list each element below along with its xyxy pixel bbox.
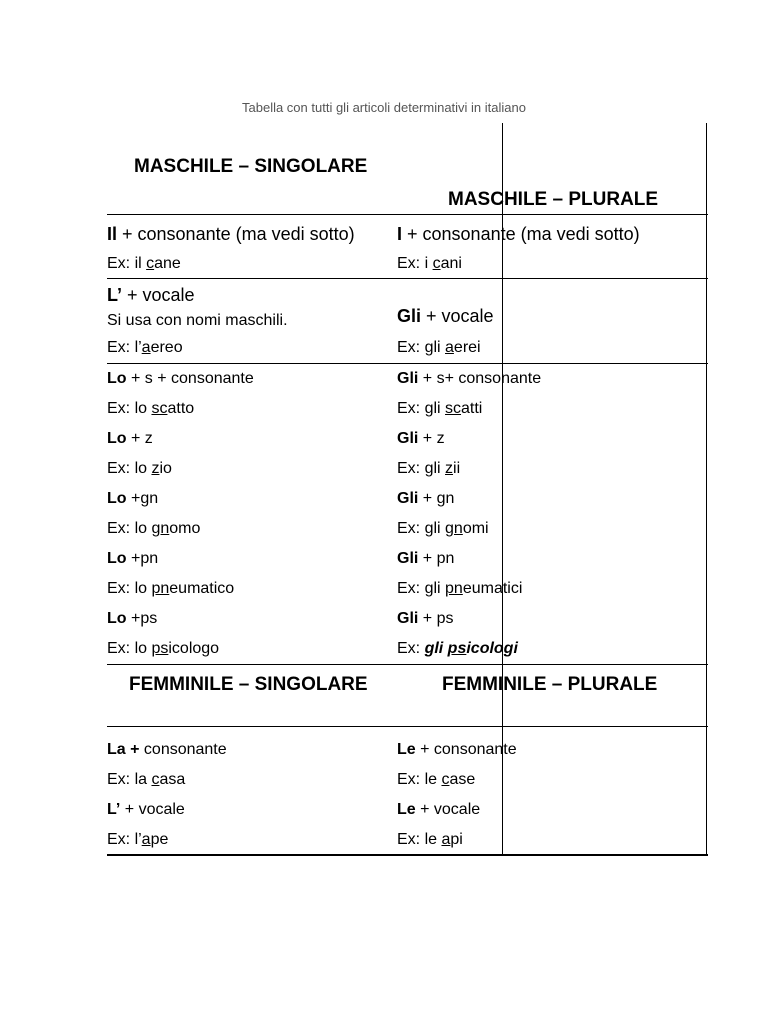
header-masc-sing: MASCHILE – SINGOLARE	[134, 156, 368, 177]
row-divider	[107, 664, 708, 665]
document-caption: Tabella con tutti gli articoli determinativi in italiano	[242, 100, 526, 115]
rule-gli-vocale: Gli + vocale	[397, 306, 494, 326]
example-gli-pn: Ex: gli pneumatici	[397, 580, 523, 597]
header-masc-plur: MASCHILE – PLURALE	[448, 189, 659, 210]
row-divider	[107, 278, 708, 279]
example-i: Ex: i cani	[397, 255, 462, 272]
rule-gli-z: Gli + z	[397, 430, 445, 447]
header-fem-plur: FEMMINILE – PLURALE	[442, 674, 658, 695]
example-gli-gn: Ex: gli gnomi	[397, 520, 489, 537]
example-lo-pn: Ex: lo pneumatico	[107, 580, 235, 597]
rule-gli-pn: Gli + pn	[397, 550, 455, 567]
rule-lo-gn: Lo +gn	[107, 490, 159, 507]
rule-le-consonante: Le + consonante	[397, 741, 517, 758]
right-border	[706, 123, 707, 856]
example-lo-z: Ex: lo zio	[107, 460, 172, 477]
rule-lo-z: Lo + z	[107, 430, 153, 447]
rule-lo-pn: Lo +pn	[107, 550, 159, 567]
note-l-masc: Si usa con nomi maschili.	[107, 312, 288, 329]
rule-l-fem: L’ + vocale	[107, 801, 185, 818]
example-gli-vocale: Ex: gli aerei	[397, 339, 481, 356]
row-divider	[107, 363, 708, 364]
example-il: Ex: il cane	[107, 255, 181, 272]
rule-gli-ps: Gli + ps	[397, 610, 454, 627]
rule-le-vocale: Le + vocale	[397, 801, 481, 818]
row-divider	[107, 214, 708, 215]
example-gli-z: Ex: gli zii	[397, 460, 461, 477]
rule-lo-s: Lo + s + consonante	[107, 370, 254, 387]
row-divider	[107, 726, 708, 727]
example-le-vocale: Ex: le api	[397, 831, 463, 848]
example-le-consonante: Ex: le case	[397, 771, 476, 788]
example-l-fem: Ex: l’ape	[107, 831, 169, 848]
example-lo-ps: Ex: lo psicologo	[107, 640, 220, 657]
rule-il: Il + consonante (ma vedi sotto)	[107, 224, 355, 244]
example-lo-s: Ex: lo scatto	[107, 400, 195, 417]
example-gli-ps: Ex: gli psicologi	[397, 640, 518, 657]
articles-table	[107, 123, 708, 856]
example-lo-gn: Ex: lo gnomo	[107, 520, 201, 537]
example-la: Ex: la casa	[107, 771, 186, 788]
rule-la: La + consonante	[107, 741, 227, 758]
rule-gli-gn: Gli + gn	[397, 490, 455, 507]
rule-i: I + consonante (ma vedi sotto)	[397, 224, 640, 244]
rule-gli-s: Gli + s+ consonante	[397, 370, 542, 387]
example-gli-s: Ex: gli scatti	[397, 400, 483, 417]
header-fem-sing: FEMMINILE – SINGOLARE	[129, 674, 368, 695]
rule-l-masc: L’ + vocale	[107, 285, 195, 305]
bottom-border	[107, 854, 708, 856]
example-l-masc: Ex: l’aereo	[107, 339, 183, 356]
rule-lo-ps: Lo +ps	[107, 610, 158, 627]
